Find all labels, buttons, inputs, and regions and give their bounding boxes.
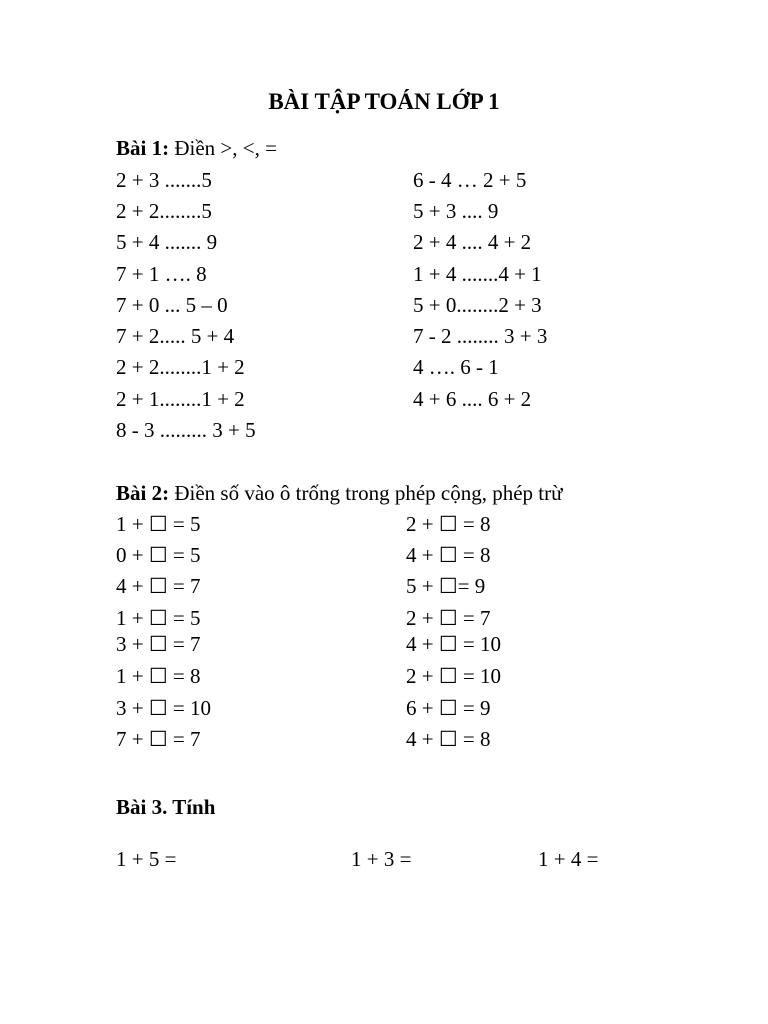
exercise-2-label: Bài 2: (116, 481, 170, 505)
exercise-2-item: 2 + ☐ = 7 (406, 606, 491, 630)
exercise-2-item: 4 + ☐ = 10 (406, 632, 502, 656)
exercise-1-item: 4 …. 6 - 1 (413, 355, 499, 379)
exercise-1-item: 2 + 4 .... 4 + 2 (413, 230, 532, 254)
exercise-2-item: 4 + ☐ = 7 (116, 574, 201, 598)
exercise-1-label: Bài 1: (116, 136, 170, 160)
exercise-3-heading: Bài 3. Tính (116, 795, 216, 819)
exercise-1-item: 1 + 4 .......4 + 1 (413, 262, 542, 286)
exercise-1-item: 8 - 3 ......... 3 + 5 (116, 418, 256, 442)
page-title: BÀI TẬP TOÁN LỚP 1 (268, 89, 500, 114)
exercise-2-item: 1 + ☐ = 5 (116, 512, 201, 536)
exercise-3-item: 1 + 4 = (538, 847, 599, 871)
exercise-2-item: 1 + ☐ = 5 (116, 606, 201, 630)
exercise-2-item: 1 + ☐ = 8 (116, 664, 201, 688)
exercise-2-item: 2 + ☐ = 10 (406, 664, 502, 688)
exercise-2-instruction: Điền số vào ô trống trong phép cộng, phép trừ (169, 481, 563, 505)
exercise-3-item: 1 + 3 = (351, 847, 412, 871)
exercise-1-item: 7 - 2 ........ 3 + 3 (413, 324, 548, 348)
exercise-1-item: 2 + 2........1 + 2 (116, 355, 245, 379)
exercise-3-item: 1 + 5 = (116, 847, 177, 871)
exercise-1-item: 5 + 3 .... 9 (413, 199, 499, 223)
exercise-2-item: 5 + ☐= 9 (406, 574, 486, 598)
exercise-2-item: 6 + ☐ = 9 (406, 696, 491, 720)
exercise-1-item: 7 + 1 …. 8 (116, 262, 207, 286)
exercise-1-item: 2 + 2........5 (116, 199, 212, 223)
exercise-1-item: 7 + 2..... 5 + 4 (116, 324, 235, 348)
exercise-2-item: 2 + ☐ = 8 (406, 512, 491, 536)
exercise-2-heading (116, 483, 563, 504)
exercise-1-item: 6 - 4 … 2 + 5 (413, 168, 527, 192)
exercise-1-heading (116, 138, 277, 159)
exercise-1-item: 2 + 3 .......5 (116, 168, 212, 192)
exercise-2-item: 4 + ☐ = 8 (406, 543, 491, 567)
exercise-2-item: 7 + ☐ = 7 (116, 727, 201, 751)
exercise-2-item: 0 + ☐ = 5 (116, 543, 201, 567)
exercise-1-item: 7 + 0 ... 5 – 0 (116, 293, 228, 317)
exercise-2-item: 4 + ☐ = 8 (406, 727, 491, 751)
exercise-1-item: 2 + 1........1 + 2 (116, 387, 245, 411)
exercise-1-instruction: Điền >, <, = (169, 136, 277, 160)
exercise-1-item: 5 + 4 ....... 9 (116, 230, 218, 254)
exercise-2-item: 3 + ☐ = 7 (116, 632, 201, 656)
exercise-1-item: 4 + 6 .... 6 + 2 (413, 387, 532, 411)
exercise-2-item: 3 + ☐ = 10 (116, 696, 212, 720)
exercise-1-item: 5 + 0........2 + 3 (413, 293, 542, 317)
